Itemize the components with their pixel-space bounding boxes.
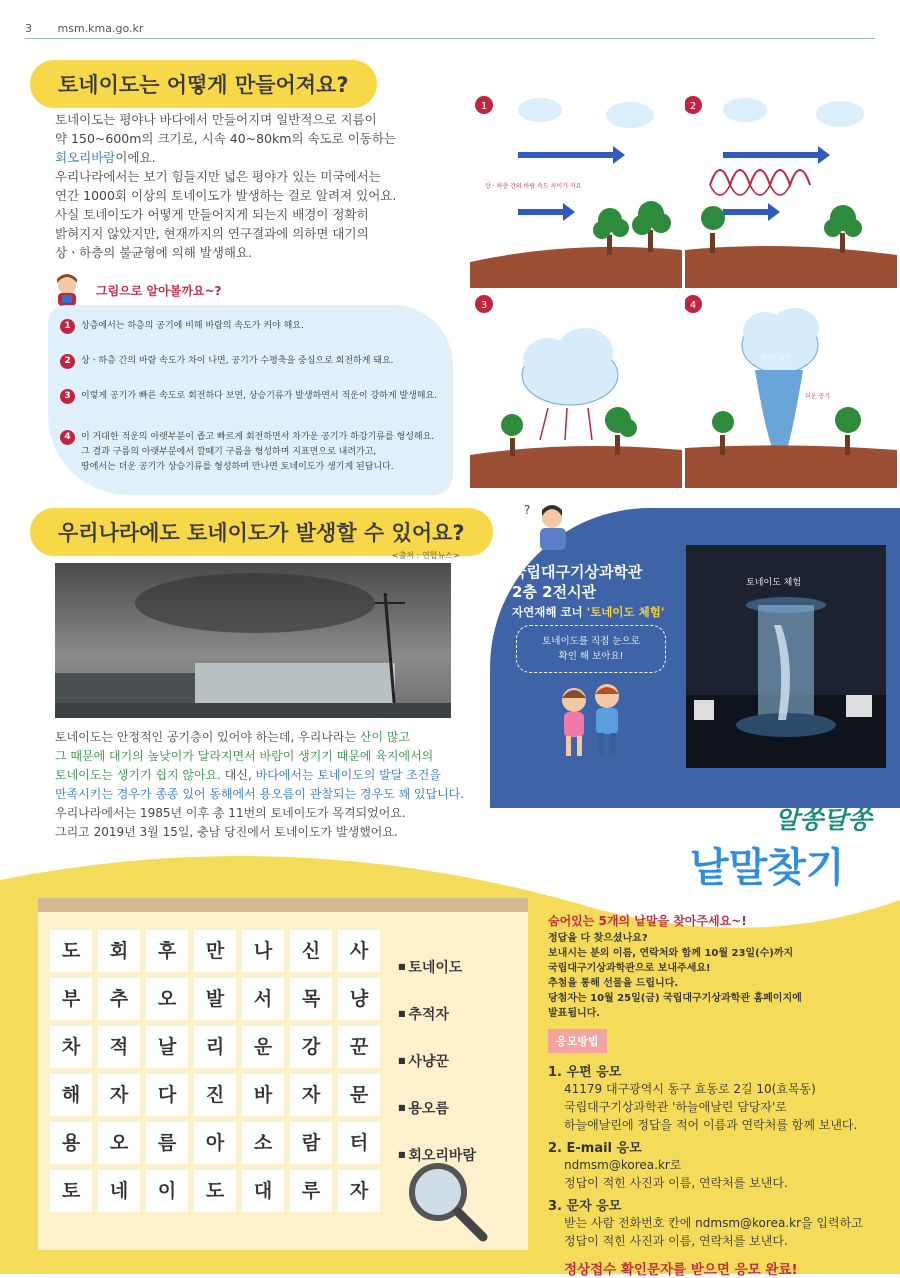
section1-title: 토네이도는 어떻게 만들어져요? — [30, 60, 377, 108]
grid-cell[interactable]: 회 — [98, 930, 140, 972]
text-line: 연간 1000회 이상의 토네이도가 발생하는 걸로 알려져 있어요. — [55, 188, 397, 203]
cold-air-label: 차가운 공기 — [760, 355, 791, 362]
diagram-panel-3 — [470, 290, 682, 482]
grid-cell[interactable]: 문 — [338, 1074, 380, 1116]
title-text: 낱말찾기 — [690, 845, 845, 891]
method-line: 정답이 적힌 사진과 이름, 연락처를 보낸다. — [564, 1234, 788, 1248]
grid-cell[interactable]: 터 — [338, 1122, 380, 1164]
grid-cell[interactable]: 냥 — [338, 978, 380, 1020]
museum-name: 국립대구기상과학관 — [512, 563, 643, 581]
step-text: 상층에서는 하층의 공기에 비해 바람의 속도가 커야 해요. — [81, 321, 304, 331]
info-line: 정답을 다 찾으셨나요? — [548, 933, 648, 944]
grid-cell[interactable]: 만 — [194, 930, 236, 972]
info-line: 발표됩니다. — [548, 1008, 601, 1019]
step-text: 이렇게 공기가 빠른 속도로 회전하다 보면, 상승기류가 발생하면서 적운이 강하게 발생해요. — [81, 391, 438, 401]
word-item: ■ 용오름 — [398, 1098, 476, 1145]
museum-title — [512, 562, 664, 622]
grid-cell[interactable]: 자 — [290, 1074, 332, 1116]
highlight-text: '토네이도 체험' — [586, 605, 665, 619]
wordsearch-title — [690, 800, 872, 893]
grid-cell[interactable]: 사 — [338, 930, 380, 972]
text-line: 우리나라에서는 보기 힘들지만 넓은 평야가 있는 미국에서는 — [55, 169, 381, 184]
photo-source: <출처 : 연합뉴스> — [392, 551, 460, 560]
diagram-panel-1 — [470, 90, 682, 282]
panel-number: 4 — [689, 300, 697, 311]
grid-cell[interactable]: 진 — [194, 1074, 236, 1116]
page-number: 3 — [25, 22, 32, 35]
step-3 — [60, 389, 437, 404]
contest-intro: 숨어있는 5개의 낱말을 찾아주세요~! — [548, 914, 747, 928]
grid-cell[interactable]: 꾼 — [338, 1026, 380, 1068]
grid-cell[interactable]: 적 — [98, 1026, 140, 1068]
title-line-2 — [690, 836, 872, 893]
method-3: 3. 문자 응모 — [548, 1199, 622, 1214]
word-item: ■ 추적자 — [398, 1004, 476, 1051]
text-line: 토네이도는 평야나 바다에서 만들어지며 일반적으로 지름이 — [55, 112, 377, 127]
method-line: 41179 대구광역시 동구 효동로 2길 10(효목동) — [564, 1082, 816, 1096]
grid-cell[interactable]: 발 — [194, 978, 236, 1020]
grid-cell[interactable]: 목 — [290, 978, 332, 1020]
grid-cell[interactable]: 리 — [194, 1026, 236, 1068]
svg-text:?: ? — [524, 503, 531, 517]
text-line — [55, 766, 495, 785]
step-text — [81, 430, 434, 475]
grid-cell[interactable]: 네 — [98, 1170, 140, 1212]
grid-cell[interactable]: 용 — [50, 1122, 92, 1164]
speech-bubble — [516, 625, 666, 673]
text-line: 약 150~600m의 크기로, 시속 40~80km의 속도로 이동하는 — [55, 131, 397, 146]
section1-body — [55, 110, 465, 262]
text-span: 대신, — [220, 768, 256, 782]
step-text: 상ㆍ하층 간의 바람 속도가 차이 나면, 공기가 수평축을 중심으로 회전하게 돼요. — [81, 356, 394, 366]
panel-number: 3 — [480, 300, 488, 311]
grid-cell[interactable]: 도 — [50, 930, 92, 972]
highlight-text: 토네이도는 생기기 쉽지 않아요. — [55, 768, 221, 782]
letter-grid — [50, 930, 380, 1212]
method-line: 정답이 적힌 사진과 이름, 연락처를 보낸다. — [564, 1176, 788, 1190]
step-number: 4 — [60, 430, 75, 445]
grid-cell[interactable]: 아 — [194, 1122, 236, 1164]
grid-cell[interactable]: 서 — [242, 978, 284, 1020]
text-line: 우리나라에서는 1985년 이후 총 11번의 토네이도가 목격되었어요. — [55, 806, 406, 820]
highlight-whirlwind: 회오리바람 — [55, 150, 116, 165]
method-title: 응모방법 — [548, 1029, 607, 1053]
kids-icon — [552, 678, 632, 767]
text-line: 밝혀지지 않았지만, 현재까지의 연구결과에 의하면 대기의 — [55, 226, 369, 241]
step-line: 땅에서는 더운 공기가 상승기류를 형성하며 만나면 토네이도가 생기게 된답니다. — [81, 462, 394, 472]
diagram-panel-4 — [685, 290, 897, 482]
highlight-text: 바다에서는 토네이도의 발달 조건을 — [255, 768, 441, 782]
email-address[interactable]: ndmsm@korea.kr로 — [564, 1158, 682, 1172]
page-header — [25, 22, 143, 35]
info-line: 추첨을 통해 선물을 드립니다. — [548, 978, 679, 989]
completion-note: 정상접수 확인문자를 받으면 응모 완료! — [564, 1262, 798, 1278]
museum-corner — [512, 602, 664, 622]
grid-cell[interactable]: 도 — [194, 1170, 236, 1212]
panel-number: 2 — [689, 101, 697, 112]
text-line — [55, 728, 495, 747]
text-span: 토네이도는 안정적인 공기층이 있어야 하는데, 우리나라는 — [55, 730, 360, 744]
info-line: 보내시는 분의 이름, 연락처와 함께 10월 23일(수)까지 — [548, 948, 794, 959]
grid-cell[interactable]: 운 — [242, 1026, 284, 1068]
grid-cell[interactable]: 람 — [290, 1122, 332, 1164]
step-number: 3 — [60, 389, 75, 404]
step-4 — [60, 430, 434, 475]
panel-number: 1 — [480, 101, 488, 112]
step-number: 2 — [60, 354, 75, 369]
grid-cell[interactable]: 자 — [338, 1170, 380, 1212]
text-line — [55, 148, 465, 167]
bubble-line: 토네이도를 직접 눈으로 — [542, 636, 640, 647]
text-line: 그 때문에 대기의 높낮이가 달라지면서 바람이 생기기 때문에 육지에서의 — [55, 749, 434, 763]
section2-title: 우리나라에도 토네이도가 발생할 수 있어요? — [30, 508, 493, 556]
warm-air-label: 더운 공기 — [805, 393, 831, 400]
diagram-subtitle: 그림으로 알아볼까요~? — [96, 284, 222, 298]
grid-cell[interactable]: 이 — [146, 1170, 188, 1212]
text-line: 그리고 2019년 3월 15일, 충남 당진에서 토네이도가 발생했어요. — [55, 825, 398, 839]
header-divider — [25, 38, 875, 39]
highlight-text: 산이 많고 — [359, 730, 411, 744]
method-1: 1. 우편 응모 — [548, 1065, 622, 1080]
text-line: 사실 토네이도가 어떻게 만들어지게 되는지 배경이 정확히 — [55, 207, 369, 222]
word-item: ■ 회오리바람 — [398, 1145, 476, 1192]
grid-cell[interactable]: 신 — [290, 930, 332, 972]
museum-floor: 2층 2전시관 — [512, 583, 597, 601]
contest-info — [548, 912, 888, 1278]
wordsearch-board — [38, 898, 528, 1250]
bubble-line: 확인 해 보아요! — [558, 651, 624, 662]
step-1 — [60, 319, 304, 334]
steps-box — [48, 305, 453, 495]
wind-diff-label: 상ㆍ하층 간의 바람 속도 차이가 커요 — [485, 183, 582, 190]
step-2 — [60, 354, 394, 369]
grid-cell[interactable]: 오 — [146, 978, 188, 1020]
step-number: 1 — [60, 319, 75, 334]
diagram-panel-2 — [685, 90, 897, 282]
text-line: 만족시키는 경우가 종종 있어 동해에서 용오름이 관찰되는 경우도 꽤 있답니다. — [55, 787, 465, 801]
site-url[interactable]: msm.kma.go.kr — [57, 22, 144, 35]
grid-cell[interactable]: 바 — [242, 1074, 284, 1116]
grid-cell[interactable]: 루 — [290, 1170, 332, 1212]
grid-cell[interactable]: 다 — [146, 1074, 188, 1116]
museum-photo — [686, 545, 886, 768]
grid-cell[interactable]: 추 — [98, 978, 140, 1020]
title-line-1: 알쏭달쏭 — [775, 805, 872, 834]
grid-cell[interactable]: 날 — [146, 1026, 188, 1068]
grid-cell[interactable]: 대 — [242, 1170, 284, 1212]
tornado-photo — [55, 563, 451, 718]
step-line: 이 거대한 적운의 아랫부분이 좁고 빠르게 회전하면서 차가운 공기가 하강기류를 형성해요. — [81, 432, 435, 442]
method-2: 2. E-mail 응모 — [548, 1141, 642, 1156]
text-line: 상ㆍ하층의 불균형에 의해 발생해요. — [55, 245, 253, 260]
section2-body — [55, 728, 495, 842]
method-line: 받는 사람 전화번호 칸에 ndmsm@korea.kr을 입력하고 — [564, 1216, 863, 1230]
text-span: 자연재해 코너 — [512, 605, 587, 619]
magnifier-icon — [403, 1157, 493, 1251]
grid-cell[interactable]: 강 — [290, 1026, 332, 1068]
word-item: ■ 토네이도 — [398, 957, 476, 1004]
info-line: 당첨자는 10월 25일(금) 국립대구기상과학관 홈페이지에 — [548, 993, 802, 1004]
thinking-boy-icon — [520, 496, 580, 560]
method-line: 하늘애날린에 정답을 적어 이름과 연락처를 함께 보낸다. — [564, 1118, 858, 1132]
word-item: ■ 사냥꾼 — [398, 1051, 476, 1098]
grid-cell[interactable]: 후 — [146, 930, 188, 972]
exhibit-sign: 토네이도 체험 — [746, 578, 802, 588]
grid-cell[interactable]: 름 — [146, 1122, 188, 1164]
info-line: 국립대구기상과학관으로 보내주세요! — [548, 963, 711, 974]
grid-cell[interactable]: 해 — [50, 1074, 92, 1116]
method-line: 국립대구기상과학관 '하늘애날린 담당자'로 — [564, 1100, 787, 1114]
grid-cell[interactable]: 자 — [98, 1074, 140, 1116]
text-span: 이에요. — [115, 150, 156, 165]
grid-cell[interactable]: 소 — [242, 1122, 284, 1164]
grid-cell[interactable]: 부 — [50, 978, 92, 1020]
grid-cell[interactable]: 차 — [50, 1026, 92, 1068]
step-line: 그 결과 구름의 아랫부분에서 깔때기 구름을 형성하며 지표면으로 내려가고, — [81, 447, 377, 457]
grid-cell[interactable]: 토 — [50, 1170, 92, 1212]
grid-cell[interactable]: 오 — [98, 1122, 140, 1164]
grid-cell[interactable]: 나 — [242, 930, 284, 972]
